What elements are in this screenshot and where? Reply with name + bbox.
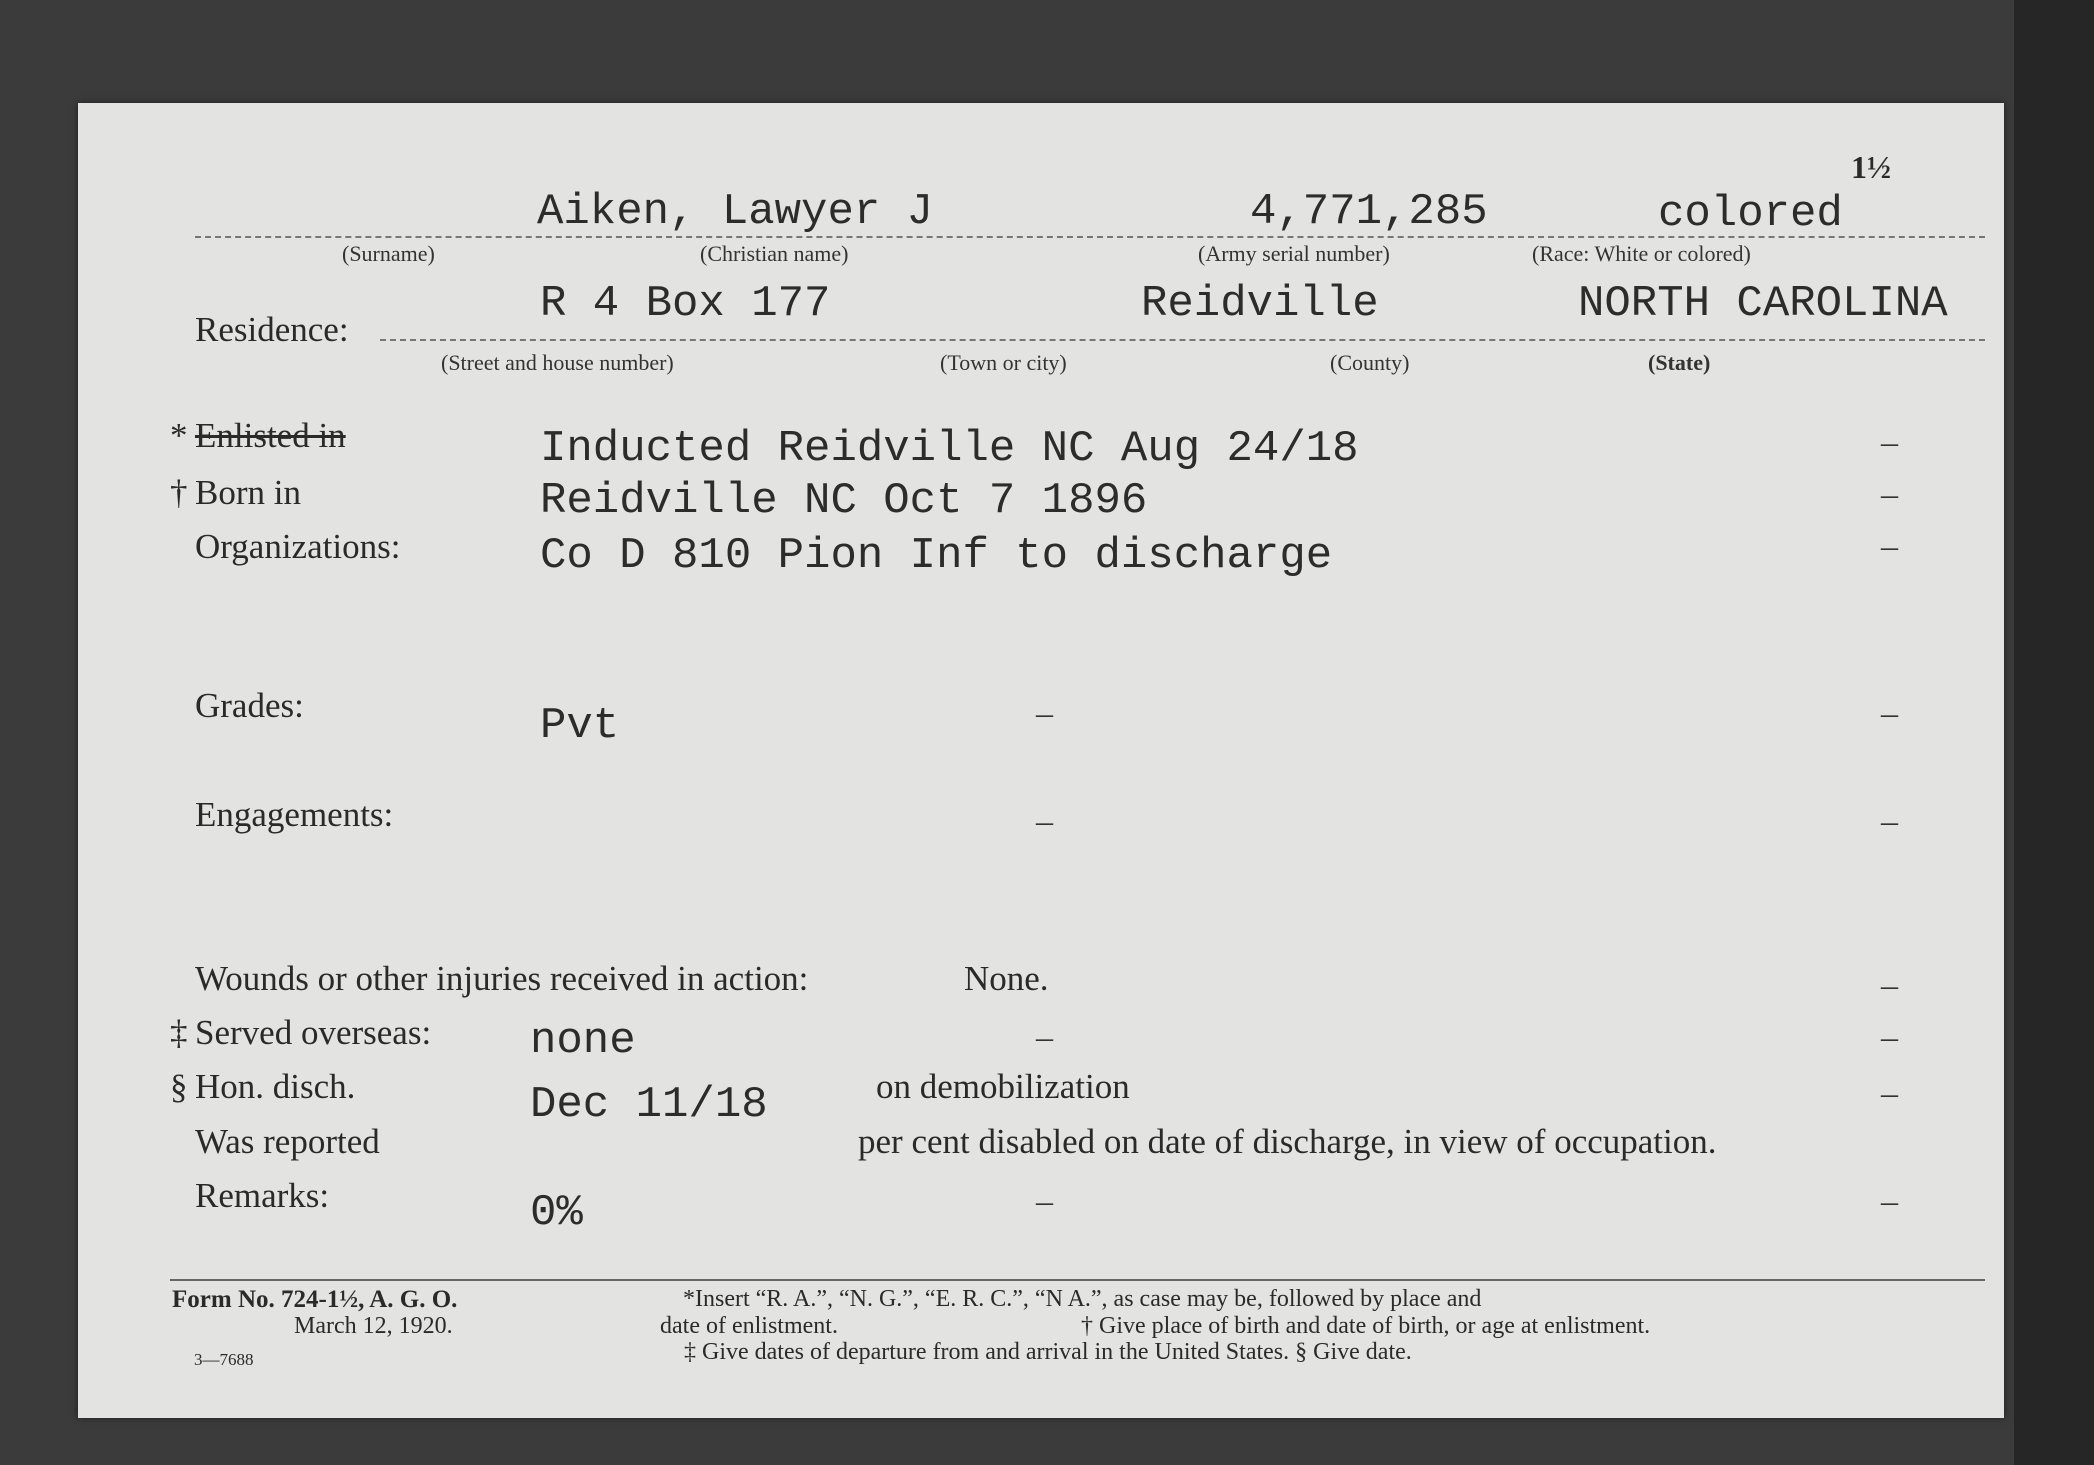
grades-value: Pvt <box>540 701 620 751</box>
race-value: colored <box>1658 189 1843 239</box>
organizations-label: Organizations: <box>195 527 401 566</box>
town-value: Reidville <box>1141 279 1379 329</box>
born-dash: – <box>1881 476 1898 513</box>
organizations-dash: – <box>1881 528 1898 565</box>
remarks-value: 0% <box>530 1188 583 1238</box>
grades-dash: – <box>1881 695 1898 732</box>
surname-christian-value: Aiken, Lawyer J <box>537 187 934 237</box>
engagements-dash: – <box>1881 803 1898 840</box>
county-label: (County) <box>1330 350 1410 375</box>
street-value: R 4 Box 177 <box>540 279 831 329</box>
reported-label: Was reported <box>195 1122 380 1161</box>
organizations-value: Co D 810 Pion Inf to discharge <box>540 531 1333 581</box>
wounds-dash: – <box>1881 967 1898 1004</box>
hon-disch-suffix: on demobilization <box>876 1067 1130 1106</box>
overseas-value: none <box>530 1016 636 1066</box>
footnote-birth: † Give place of birth and date of birth, or age at enlistment. <box>1081 1313 1651 1339</box>
race-label: (Race: White or colored) <box>1532 241 1751 266</box>
serial-number-label: (Army serial number) <box>1198 241 1390 266</box>
reported-text: per cent disabled on date of discharge, in view of occupation. <box>858 1122 1717 1161</box>
street-label: (Street and house number) <box>441 350 674 375</box>
form-number: Form No. 724-1½, A. G. O. <box>172 1286 458 1313</box>
born-value: Reidville NC Oct 7 1896 <box>540 476 1148 526</box>
hon-disch-label: Hon. disch. <box>195 1067 356 1106</box>
born-label: Born in <box>195 473 301 512</box>
surname-label: (Surname) <box>342 241 435 266</box>
wounds-value: None. <box>964 959 1049 998</box>
footnote-overseas: ‡ Give dates of departure from and arrival in the United States. § Give date. <box>684 1339 1412 1365</box>
hon-disch-value: Dec 11/18 <box>530 1080 768 1130</box>
serial-number-value: 4,771,285 <box>1250 187 1488 237</box>
hon-disch-mark: § <box>170 1067 188 1106</box>
background-strip <box>2014 0 2094 1465</box>
form-date: March 12, 1920. <box>294 1313 453 1339</box>
remarks-dash: – <box>1881 1183 1898 1220</box>
state-label: (State) <box>1648 350 1711 375</box>
residence-label: Residence: <box>195 310 349 349</box>
town-label: (Town or city) <box>940 350 1067 375</box>
form-code: 3—7688 <box>194 1350 254 1369</box>
enlisted-label: Enlisted in <box>195 416 346 455</box>
overseas-mark: ‡ <box>170 1013 188 1052</box>
service-record-card <box>78 103 2004 1418</box>
enlisted-value: Inducted Reidville NC Aug 24/18 <box>540 424 1359 474</box>
footnote-enlistment-date: date of enlistment. <box>660 1313 838 1339</box>
card-number: 1½ <box>1851 149 1891 185</box>
residence-rule <box>380 339 1985 341</box>
row1-rule <box>195 236 1985 238</box>
engagements-label: Engagements: <box>195 795 394 834</box>
overseas-dash: – <box>1881 1019 1898 1056</box>
grades-mid-dash: – <box>1036 695 1053 732</box>
footnote-insert: *Insert “R. A.”, “N. G.”, “E. R. C.”, “N A.”, as case may be, followed by place and <box>683 1286 1482 1312</box>
remarks-label: Remarks: <box>195 1176 330 1215</box>
wounds-label: Wounds or other injuries received in action: <box>195 959 809 998</box>
remarks-mid-dash: – <box>1036 1183 1053 1220</box>
engagements-mid-dash: – <box>1036 803 1053 840</box>
grades-label: Grades: <box>195 686 304 725</box>
overseas-label: Served overseas: <box>195 1013 432 1052</box>
enlisted-dash: – <box>1881 424 1898 461</box>
hon-disch-dash: – <box>1881 1075 1898 1112</box>
born-mark: † <box>170 473 188 512</box>
enlisted-mark: * <box>170 416 188 455</box>
state-value: NORTH CAROLINA <box>1578 279 1948 329</box>
overseas-mid-dash: – <box>1036 1019 1053 1056</box>
christian-name-label: (Christian name) <box>700 241 849 266</box>
footer-rule <box>170 1279 1985 1281</box>
